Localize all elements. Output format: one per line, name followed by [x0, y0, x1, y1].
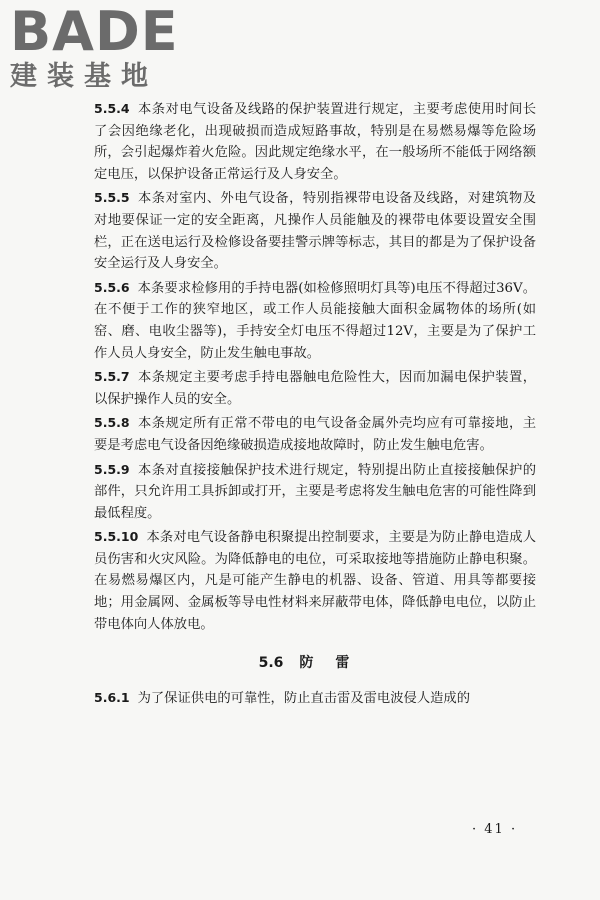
logo-wordmark: BADE: [10, 0, 179, 63]
page-body: [94, 98, 536, 711]
clause-text: 本条对电气设备及线路的保护装置进行规定，主要考虑使用时间长了会因绝缘老化，出现破损而造成短路事故，特别是在易燃易爆等危险场所，会引起爆炸着火危险。因此规定绝缘水平，在一般场所不能低于网络额定电压，以保护设备正常运行及人身安全。: [94, 102, 536, 182]
paragraph-5-5-4: [94, 98, 536, 185]
clause-number: 5.5.5: [94, 190, 130, 206]
paragraph-5-5-10: [94, 526, 536, 635]
clause-text: 本条规定主要考虑手持电器触电危险性大，因而加漏电保护装置，以保护操作人员的安全。: [94, 370, 536, 407]
paragraph-5-5-5: [94, 187, 536, 274]
paragraph-5-6-1: [94, 687, 536, 710]
clause-text: 本条要求检修用的手持电器(如检修照明灯具等)电压不得超过36V。在不便于工作的狭窄地区，或工作人员能接触大面积金属物体的场所(如窑、磨、电收尘器等)，手持安全灯电压不得超过12V，主要是为了保护工作人员人身安全，防止发生触电事故。: [94, 280, 536, 361]
clause-number: 5.5.6: [94, 279, 130, 295]
clause-number: 5.6.1: [94, 689, 130, 705]
clause-text: 本条对直接接触保护技术进行规定，特别提出防止直接接触保护的部件，只允许用工具拆卸或打开，主要是考虑将发生触电危害的可能性降到最低程度。: [94, 462, 536, 521]
clause-number: 5.5.7: [94, 369, 130, 385]
section-heading: [94, 653, 536, 675]
section-title: 防雷: [299, 655, 372, 672]
section-number: 5.6: [258, 655, 284, 672]
clause-text: 本条对电气设备静电积聚提出控制要求，主要是为防止静电造成人员伤害和火灾风险。为降低静电的电位，可采取接地等措施防止静电积聚。在易燃易爆区内，凡是可能产生静电的机器、设备、管道、用具等都要接地；用金属网、金属板等导电性材料来屏蔽带电体，降低静电电位，以防止带电体向人体放电。: [94, 530, 536, 632]
bade-logo: [10, 0, 185, 92]
logo-subtitle: 建装基地: [10, 61, 158, 92]
paragraph-5-5-6: [94, 277, 536, 364]
paragraph-5-5-8: [94, 412, 536, 456]
clause-number: 5.5.9: [94, 461, 130, 477]
clause-text: 本条规定所有正常不带电的电气设备金属外壳均应有可靠接地，主要是考虑电气设备因绝缘破损造成接地故障时，防止发生触电危害。: [94, 416, 536, 453]
paragraph-5-5-7: [94, 366, 536, 410]
paragraph-5-5-9: [94, 459, 536, 525]
page-number: · 41 ·: [472, 822, 518, 837]
clause-number: 5.5.8: [94, 415, 130, 431]
clause-text: 本条对室内、外电气设备，特别指裸带电设备及线路，对建筑物及对地要保证一定的安全距离，凡操作人员能触及的裸带电体要设置安全围栏，正在送电运行及检修设备要挂警示牌等标志，其目的都是为了保护设备安全运行及人身安全。: [94, 191, 536, 272]
clause-number: 5.5.10: [94, 529, 139, 545]
clause-number: 5.5.4: [94, 101, 130, 116]
clause-text: 为了保证供电的可靠性，防止直击雷及雷电波侵人造成的: [137, 690, 471, 706]
